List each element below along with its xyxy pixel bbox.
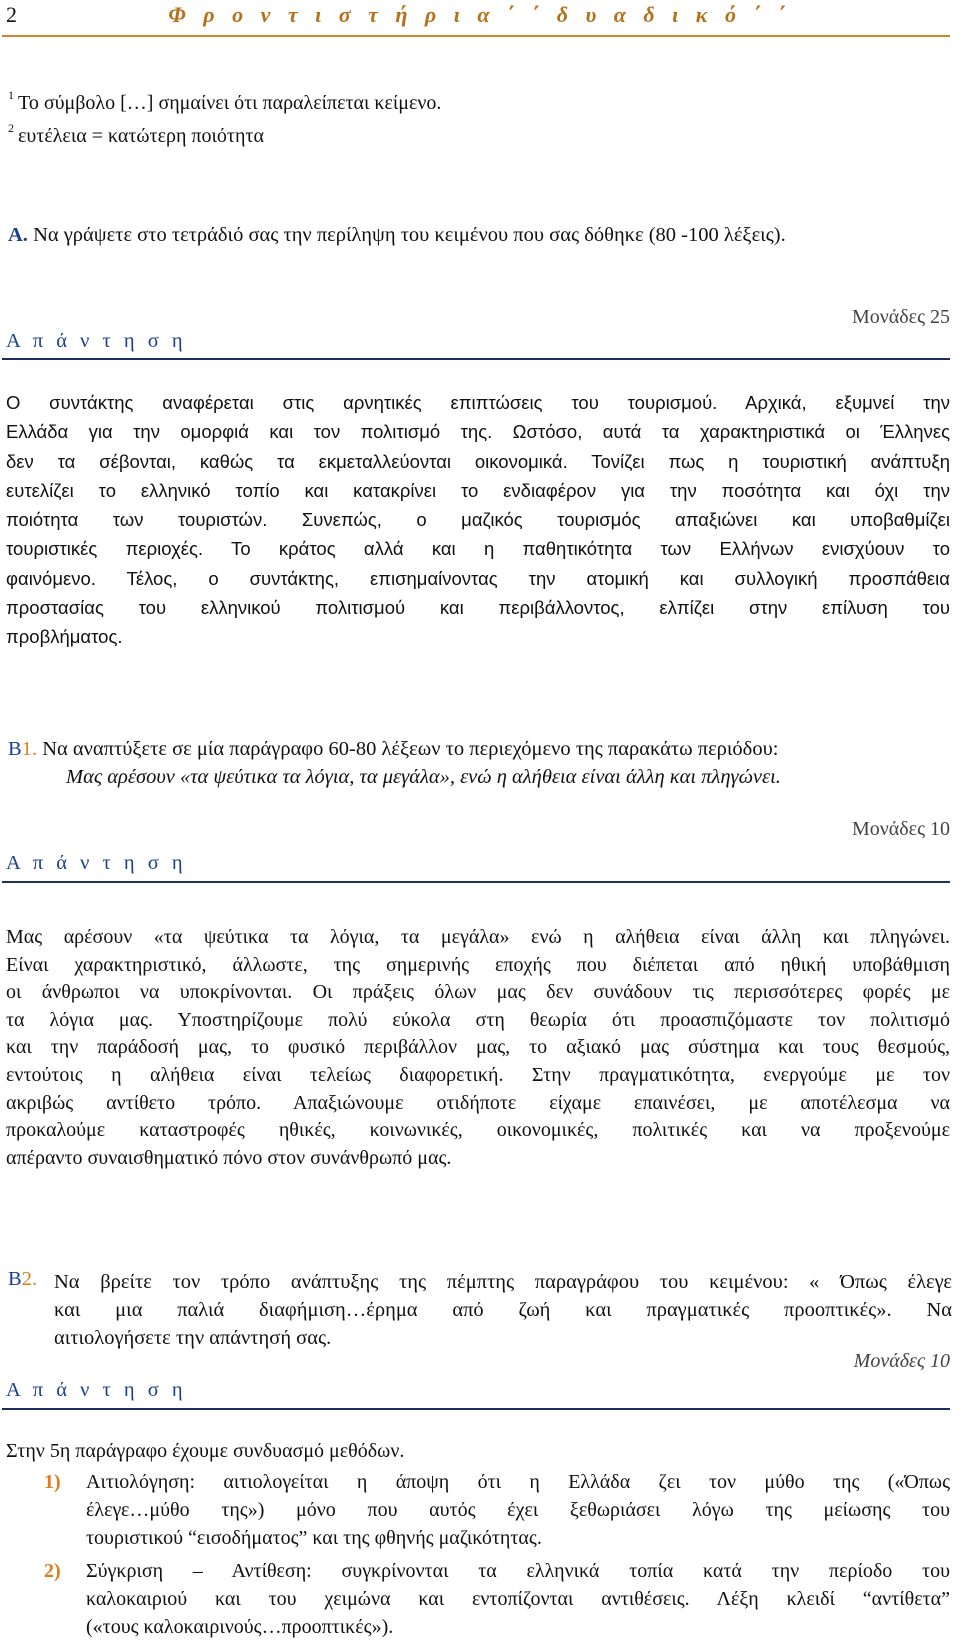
list-line: («τους καλοκαιρινούς…προοπτικές»). bbox=[86, 1616, 394, 1638]
question-line: και μια παλιά διαφήμιση…έρημα από ζωή και πραγματικές προοπτικές». Να bbox=[54, 1299, 952, 1321]
question-b2-marks: Μονάδες 10 bbox=[853, 1350, 950, 1372]
question-a-marks: Μονάδες 25 bbox=[851, 306, 950, 328]
answer-line: απέραντο συναισθηματικό πόνο στον συνάνθρωπό μας. bbox=[6, 1146, 452, 1169]
list-item-body bbox=[86, 1468, 950, 1552]
question-a-answer bbox=[6, 388, 950, 652]
question-b2-answer-intro: Στην 5η παράγραφο έχουμε συνδυασμό μεθόδων. bbox=[6, 1440, 405, 1462]
footnote-1 bbox=[8, 88, 441, 115]
question-b1 bbox=[8, 738, 778, 761]
question-line: αιτιολογήσετε την απάντησή σας. bbox=[54, 1327, 332, 1349]
footnote-text: Το σύμβολο […] σημαίνει ότι παραλείπεται κείμενο. bbox=[18, 92, 442, 114]
answer-rule bbox=[2, 1408, 950, 1410]
answer-line: ποιότητα των τουριστών. Συνεπώς, ο μαζικός τουρισμός απαξιώνει και υποβαθμίζει bbox=[6, 509, 950, 531]
answer-line: Ελλάδα για την ομορφιά και τον πολιτισμό της. Ωστόσο, αυτά τα χαρακτηριστικά οι Έλληνες bbox=[6, 421, 950, 443]
answer-list-item-2 bbox=[44, 1557, 950, 1641]
footnote-number: 1 bbox=[8, 88, 14, 102]
question-b2-text bbox=[54, 1268, 952, 1352]
question-b2-answer-heading: Α π ά ν τ η σ η bbox=[6, 1379, 187, 1401]
footnote-2 bbox=[8, 121, 264, 148]
answer-line: Είναι χαρακτηριστικό, άλλωστε, της σημερινής εποχής που διέπεται από ηθική υποβάθμιση bbox=[6, 953, 950, 976]
question-a-label: Α. bbox=[8, 224, 28, 246]
answer-line: προστασίας του ελληνικού πολιτισμού και περιβάλλοντος, ελπίζει στην επίλυση του bbox=[6, 597, 950, 619]
list-item-number: 2) bbox=[44, 1560, 61, 1582]
list-line: τουριστικού “εισοδήματος” και της φθηνής μαζικότητας. bbox=[86, 1527, 542, 1549]
answer-line: φαινόμενο. Τέλος, ο συντάκτης, επισημαίνοντας την ατομική και συλλογική προσπάθεια bbox=[6, 567, 950, 589]
question-a-text: Να γράψετε στο τετράδιό σας την περίληψη του κειμένου που σας δόθηκε (80 -100 λέξεις). bbox=[33, 224, 786, 246]
list-line: έλεγε…μύθο της») μόνο που αυτός έχει ξεθωριάσει λόγω της μείωσης του bbox=[86, 1499, 950, 1521]
answer-line: Μας αρέσουν «τα ψεύτικα τα λόγια, τα μεγάλα» ενώ η αλήθεια είναι άλλη και πληγώνει. bbox=[6, 926, 950, 948]
answer-line: τουριστικές περιοχές. Το κράτος αλλά και η παθητικότητα των Ελλήνων ενισχύουν το bbox=[6, 538, 950, 560]
answer-rule bbox=[2, 358, 950, 360]
question-b1-marks: Μονάδες 10 bbox=[851, 818, 950, 840]
list-line: Σύγκριση – Αντίθεση: συγκρίνονται τα ελληνικά τοπία κατά την περίοδο του bbox=[86, 1560, 950, 1582]
answer-line: προκαλούμε καταστροφές ηθικές, κοινωνικές, οικονομικές, πολιτικές και να προξενούμε bbox=[6, 1119, 950, 1142]
question-b1-text: Να αναπτύξετε σε μία παράγραφο 60-80 λέξεων το περιεχόμενο της παρακάτω περιόδου: bbox=[42, 738, 779, 760]
footnote-number: 2 bbox=[8, 121, 14, 135]
label-number: 1. bbox=[21, 738, 38, 760]
question-b2 bbox=[8, 1268, 952, 1352]
label-letter: Β bbox=[8, 1268, 22, 1290]
list-item-body bbox=[86, 1557, 950, 1641]
footnote-text: ευτέλεια = κατώτερη ποιότητα bbox=[18, 125, 264, 147]
question-b1-answer bbox=[6, 924, 950, 1172]
list-item-number: 1) bbox=[44, 1471, 61, 1493]
answer-line: ευτελίζει το ελληνικό τοπίο και κατακρίνει το ενδιαφέρον για την ποσότητα και όχι την bbox=[6, 479, 950, 501]
quote-text: Μας αρέσουν «τα ψεύτικα τα λόγια, τα μεγάλα», ενώ η αλήθεια είναι άλλη και πληγώνει. bbox=[66, 766, 781, 788]
question-b1-quote bbox=[8, 766, 781, 789]
label-letter: Β bbox=[8, 738, 22, 760]
answer-line: ακριβώς αντίθετο τρόπο. Απαξιώνουμε οτιδήποτε είχαμε επαινέσει, με αποτέλεσμα να bbox=[6, 1091, 950, 1114]
running-header-title: Φ ρ ο ν τ ι σ τ ή ρ ι α ΄ ΄ δ υ α δ ι κ ό ΄ ΄ bbox=[168, 2, 792, 27]
answer-line: και την παράδοσή μας, το φυσικό περιβάλλον μας, το αξιακό μας σύστημα και τους θεσμούς, bbox=[6, 1036, 950, 1059]
question-b1-label bbox=[8, 738, 37, 760]
question-line: Να βρείτε τον τρόπο ανάπτυξης της πέμπτης παραγράφου του κειμένου: « Όπως έλεγε bbox=[54, 1271, 952, 1293]
list-line: Αιτιολόγηση: αιτιολογείται η άποψη ότι η Ελλάδα ζει τον μύθο της («Όπως bbox=[86, 1471, 950, 1493]
answer-line: Ο συντάκτης αναφέρεται στις αρνητικές επιπτώσεις του τουρισμού. Αρχικά, εξυμνεί την bbox=[6, 392, 950, 413]
answer-rule bbox=[2, 881, 950, 883]
answer-line: τα λόγια μας. Υποστηρίζουμε πολύ εύκολα στη θεωρία ότι προασπιζόμαστε τον πολιτισμό bbox=[6, 1008, 950, 1031]
header-rule bbox=[2, 35, 950, 37]
list-line: καλοκαιριού και του χειμώνα και εντοπίζονται αντιθέσεις. Λέξη κλειδί “αντίθετα” bbox=[86, 1588, 950, 1610]
answer-line: εντούτοις η αλήθεια είναι τελείως διαφορετική. Στην πραγματικότητα, ενεργούμε με τον bbox=[6, 1063, 950, 1086]
label-number: 2. bbox=[21, 1268, 38, 1290]
answer-list-item-1 bbox=[44, 1468, 950, 1552]
question-b1-answer-heading: Α π ά ν τ η σ η bbox=[6, 852, 187, 874]
answer-line: προβλήματος. bbox=[6, 626, 123, 648]
question-b2-label bbox=[8, 1268, 54, 1352]
page-number: 2 bbox=[6, 2, 17, 27]
question-a bbox=[8, 224, 786, 247]
answer-line: οι άνθρωποι να υποκρίνονται. Οι πράξεις όλων μας δεν συνάδουν τις περισσότερες φορές με bbox=[6, 981, 950, 1004]
answer-line: δεν τα σέβονται, καθώς τα εκμεταλλεύονται οικονομικά. Τονίζει πως η τουριστική ανάπτυξη bbox=[6, 450, 950, 472]
question-a-answer-heading: Α π ά ν τ η σ η bbox=[6, 330, 187, 352]
